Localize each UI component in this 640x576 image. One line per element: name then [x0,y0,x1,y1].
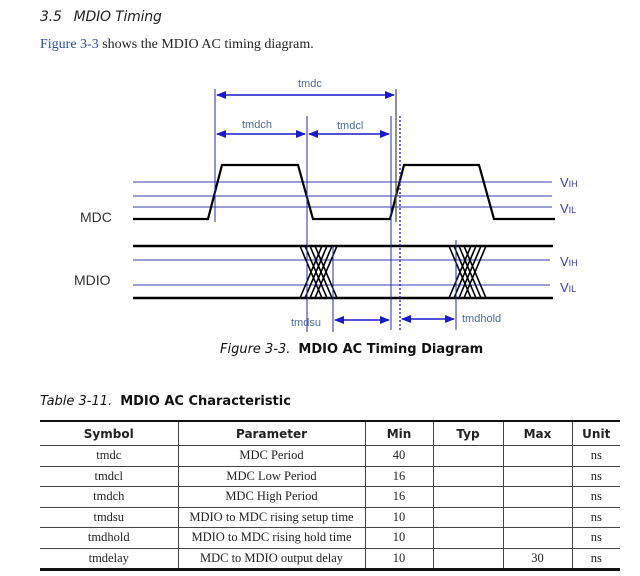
figure-title: MDIO AC Timing Diagram [298,342,484,357]
vih-label-mdc: VIH [560,175,578,190]
cell-min: 10 [365,507,433,528]
cell-unit: ns [572,548,620,570]
cell-min: 10 [365,528,433,549]
cell-max [503,487,572,508]
table-header-row [40,421,620,446]
cell-unit: ns [572,507,620,528]
table-label: Table 3-11. [40,394,113,409]
figure-caption [220,342,483,357]
cell-unit: ns [572,487,620,508]
cell-parameter: MDIO to MDC rising setup time [178,507,365,528]
mdio-signal-label: MDIO [74,272,111,288]
tmdhold-label: tmdhold [462,313,502,325]
table-row [40,528,620,549]
figure-link[interactable]: Figure 3-3 [40,37,99,52]
cell-unit: ns [572,446,620,467]
cell-typ [433,528,503,549]
table-caption [40,394,291,409]
cell-max [503,528,572,549]
cell-symbol: tmdhold [40,528,178,549]
header-unit: Unit [572,421,620,446]
mdio-hold-crossover [449,246,486,298]
cell-symbol: tmdch [40,487,178,508]
table-row [40,446,620,467]
intro-text: shows the MDIO AC timing diagram. [98,37,314,52]
table-row [40,507,620,528]
mdc-signal-label: MDC [80,209,112,225]
cell-max: 30 [503,548,572,570]
section-number: 3.5 [40,9,62,25]
mdio-setup-crossover [300,246,337,298]
tmdch-label: tmdch [242,119,272,131]
cell-typ [433,548,503,570]
cell-typ [433,446,503,467]
cell-min: 10 [365,548,433,570]
cell-unit: ns [572,528,620,549]
cell-unit: ns [572,466,620,487]
header-min: Min [365,421,433,446]
tmdsu-label: tmdsu [291,317,321,329]
cell-parameter: MDIO to MDC rising hold time [178,528,365,549]
table-row [40,487,620,508]
cell-parameter: MDC High Period [178,487,365,508]
cell-parameter: MDC Low Period [178,466,365,487]
table-title: MDIO AC Characteristic [120,394,291,409]
mdc-waveform [133,165,555,219]
cell-symbol: tmdcl [40,466,178,487]
cell-typ [433,466,503,487]
cell-max [503,507,572,528]
figure-label: Figure 3-3. [220,342,291,357]
vih-label-mdio: VIH [560,254,578,269]
cell-min: 40 [365,446,433,467]
mdio-ac-table [40,420,620,571]
cell-typ [433,507,503,528]
header-parameter: Parameter [178,421,365,446]
header-typ: Typ [433,421,503,446]
cell-symbol: tmdsu [40,507,178,528]
header-max: Max [503,421,572,446]
cell-min: 16 [365,466,433,487]
header-symbol: Symbol [40,421,178,446]
section-title: MDIO Timing [73,9,162,25]
cell-parameter: MDC to MDIO output delay [178,548,365,570]
cell-min: 16 [365,487,433,508]
cell-max [503,446,572,467]
mdio-rails [133,246,553,298]
tmdcl-label: tmdcl [337,120,364,132]
cell-typ [433,487,503,508]
tmdc-label: tmdc [298,78,322,90]
cell-max [503,466,572,487]
cell-symbol: tmdelay [40,548,178,570]
cell-parameter: MDC Period [178,446,365,467]
table-row [40,466,620,487]
vil-label-mdc: VIL [560,201,577,216]
cell-symbol: tmdc [40,446,178,467]
table-row [40,548,620,570]
vil-label-mdio: VIL [560,280,577,295]
